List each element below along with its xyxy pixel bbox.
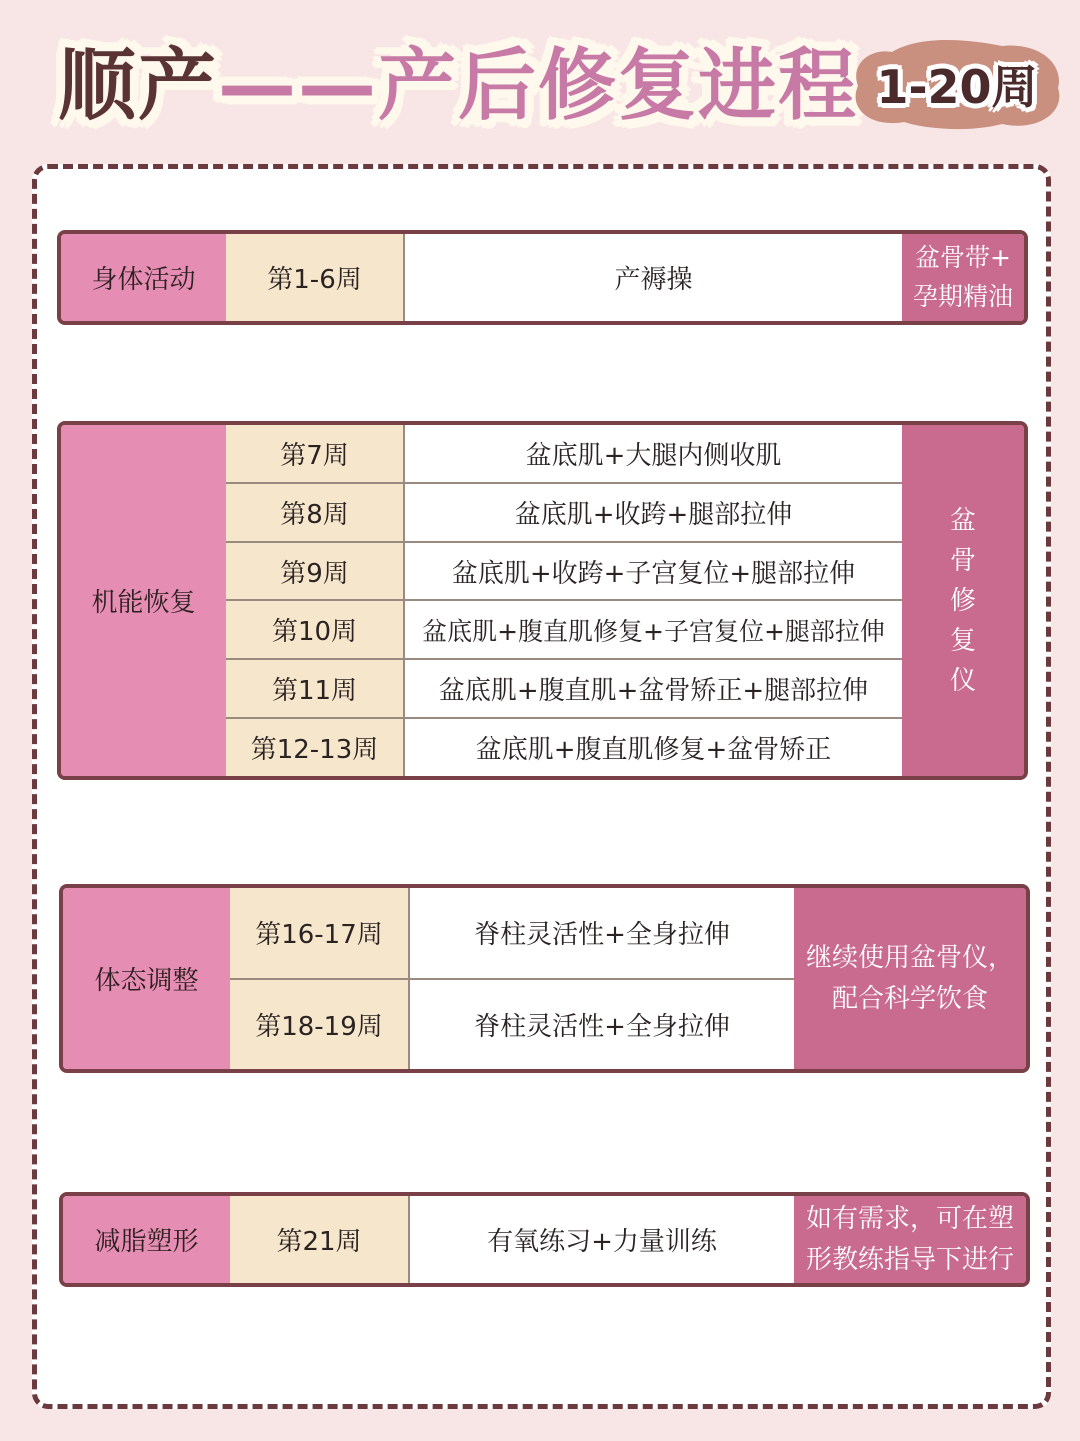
week-cell: 第10周 (226, 599, 405, 658)
side-note: 盆骨带+ 孕期精油 (902, 234, 1024, 321)
week-cell: 第7周 (226, 425, 405, 482)
title-part-2: ——产后修复进程 (218, 41, 859, 131)
section-posture-adjustment (59, 884, 1030, 1073)
content-cell: 脊柱灵活性+全身拉伸 (474, 920, 730, 951)
content-cell: 脊柱灵活性+全身拉伸 (410, 978, 794, 1070)
section-fat-loss-shaping (59, 1192, 1030, 1287)
title-part-1: 顺产 (58, 41, 219, 131)
side-char: 骨 (949, 545, 976, 576)
section-body-activity (57, 230, 1028, 325)
week-cell: 第18-19周 (230, 978, 410, 1070)
side-note: 如有需求，可在塑 形教练指导下进行 (794, 1196, 1026, 1283)
side-note: 继续使用盆骨仪， 配合科学饮食 (794, 888, 1026, 1069)
side-char: 修 (949, 585, 976, 616)
week-column (226, 234, 405, 321)
side-char: 复 (949, 625, 976, 656)
content-cell: 盆底肌+腹直肌修复+子宫复位+腿部拉伸 (405, 599, 902, 658)
week-cell: 第16-17周 (230, 888, 410, 978)
category-label: 减脂塑形 (63, 1196, 230, 1283)
week-column (226, 425, 405, 776)
week-column (230, 1196, 410, 1283)
week-cell: 第8周 (226, 482, 405, 541)
content-cell: 有氧练习+力量训练 (487, 1227, 717, 1257)
category-label: 体态调整 (63, 888, 230, 1069)
week-cell: 第1-6周 (226, 234, 405, 321)
badge-text: 1-20周 (876, 60, 1038, 114)
category-label: 机能恢复 (61, 425, 226, 776)
category-label: 身体活动 (61, 234, 226, 321)
section-function-recovery (57, 421, 1028, 780)
content-cell: 产褥操 (614, 265, 693, 295)
week-cell: 第11周 (226, 658, 405, 717)
content-column (410, 1196, 794, 1283)
side-note-vertical (902, 425, 1024, 776)
week-cell: 第9周 (226, 541, 405, 600)
week-cell: 第12-13周 (226, 717, 405, 776)
week-cell: 第21周 (230, 1196, 410, 1283)
content-cell: 盆底肌+腹直肌修复+盆骨矫正 (405, 717, 902, 776)
content-column (405, 234, 902, 321)
content-cell: 盆底肌+收跨+子宫复位+腿部拉伸 (405, 541, 902, 600)
content-cell: 盆底肌+腹直肌+盆骨矫正+腿部拉伸 (405, 658, 902, 717)
week-range-badge (852, 38, 1062, 130)
side-char: 盆 (949, 505, 976, 536)
content-column (410, 888, 794, 1069)
content-cell: 盆底肌+大腿内侧收肌 (525, 440, 782, 471)
content-cell: 盆底肌+收跨+腿部拉伸 (405, 482, 902, 541)
content-column (405, 425, 902, 776)
side-char: 仪 (949, 665, 976, 696)
week-column (230, 888, 410, 1069)
page-title (44, 26, 859, 132)
